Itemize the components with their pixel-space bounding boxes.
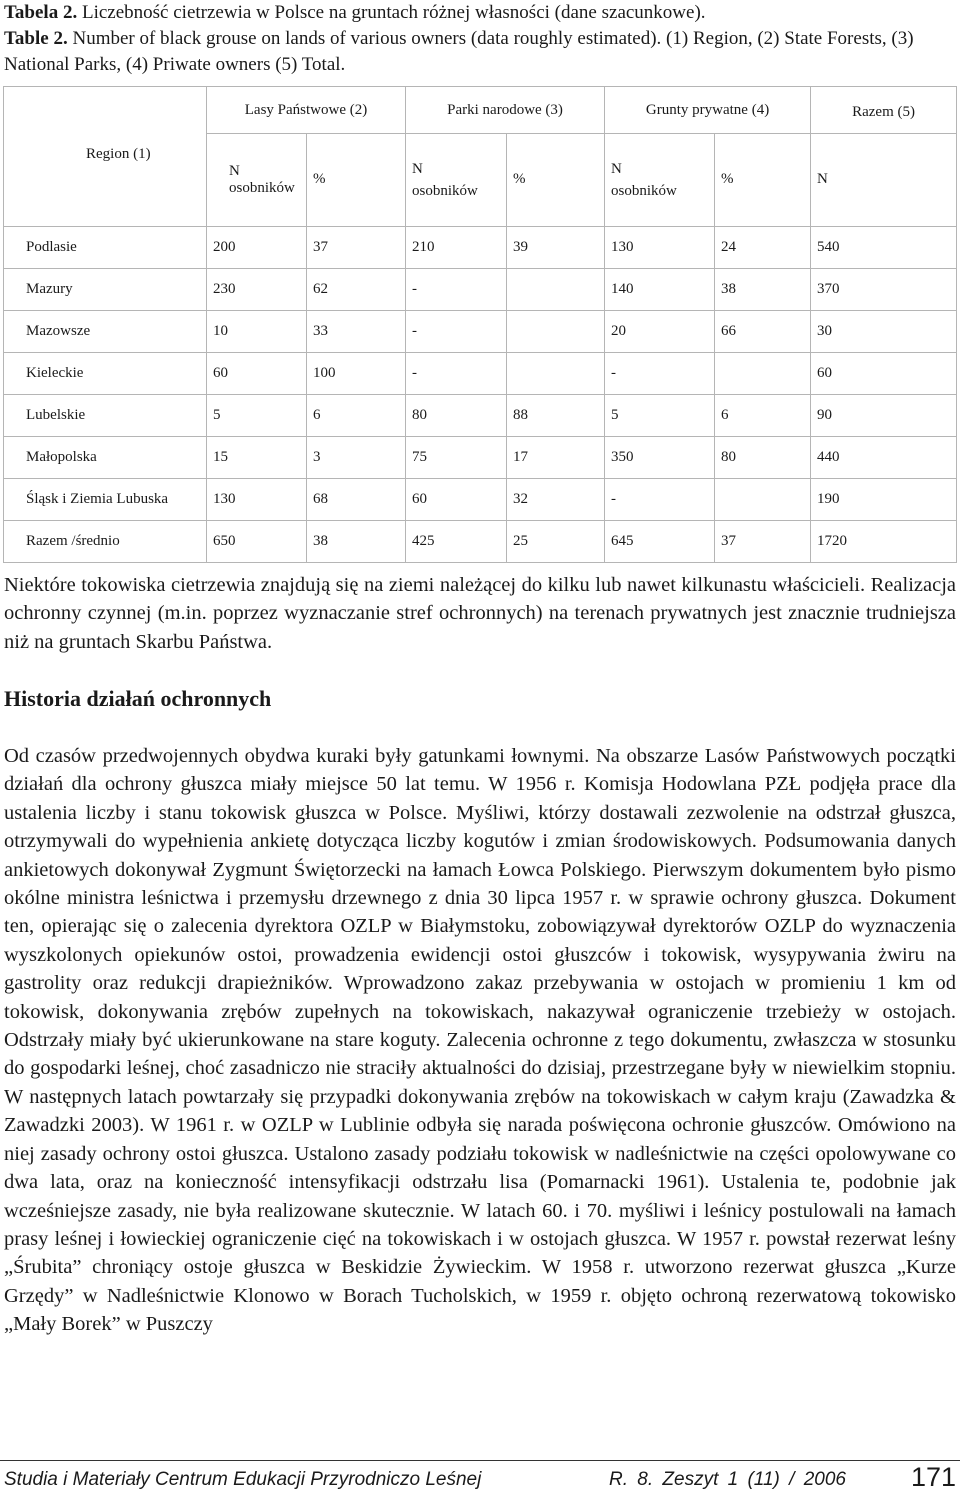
table-row xyxy=(4,268,957,310)
caption-en-text: Number of black grouse on lands of various owners (data roughly estimated). (1) Region, (2) State Forests, (3) National Parks, (4) Priwate owners (5) Total. xyxy=(4,28,914,75)
cell-lp-pct: 37 xyxy=(307,226,406,268)
caption-en-label: Table 2. xyxy=(4,28,68,49)
cell-pn-pct xyxy=(507,268,605,310)
cell-lp-n: 15 xyxy=(207,436,307,478)
cell-lp-n: 200 xyxy=(207,226,307,268)
table-row xyxy=(4,352,957,394)
cell-pn-pct: 17 xyxy=(507,436,605,478)
cell-pn-n: 60 xyxy=(406,478,507,520)
cell-gp-n: 350 xyxy=(605,436,715,478)
cell-region: Mazowsze xyxy=(4,310,207,352)
cell-pn-n: 210 xyxy=(406,226,507,268)
table-row xyxy=(4,394,957,436)
grouse-table xyxy=(3,86,957,563)
header-parki-narodowe: Parki narodowe (3) xyxy=(406,87,605,134)
table-row xyxy=(4,436,957,478)
cell-gp-n: - xyxy=(605,478,715,520)
footer-page-number: 171 xyxy=(910,1462,956,1492)
cell-lp-n: 5 xyxy=(207,394,307,436)
table-row xyxy=(4,226,957,268)
header-grunty-prywatne: Grunty prywatne (4) xyxy=(605,87,811,134)
caption-pl-text: Liczebność cietrzewia w Polsce na gruntach różnej własności (dane szacunkowe). xyxy=(81,2,706,23)
table-row xyxy=(4,310,957,352)
header-empty xyxy=(4,87,207,134)
cell-pn-n: - xyxy=(406,310,507,352)
cell-pn-pct xyxy=(507,352,605,394)
cell-total: 540 xyxy=(811,226,957,268)
header-gp-n-bottom: osobników xyxy=(611,182,677,199)
cell-gp-pct: 66 xyxy=(715,310,811,352)
header-gp-pct: % xyxy=(715,134,811,227)
footer-volume: R. 8. Zeszyt 1 (11) / 2006 xyxy=(609,1469,846,1490)
cell-region: Kieleckie xyxy=(4,352,207,394)
cell-gp-pct: 80 xyxy=(715,436,811,478)
cell-region: Małopolska xyxy=(4,436,207,478)
header-gp-n xyxy=(605,134,715,227)
cell-lp-n: 130 xyxy=(207,478,307,520)
table-sub-header-row xyxy=(4,134,957,227)
cell-pn-n: - xyxy=(406,268,507,310)
header-lp-pct: % xyxy=(307,134,406,227)
footer-rule xyxy=(0,1460,960,1461)
paragraph-history: Od czasów przedwojennych obydwa kuraki były gatunkami łownymi. Na obszarze Lasów Państwowych początki działań dla ochrony głuszca miały miejsce 50 lat temu. W 1956 r. Komisja Hodowlana PZŁ podjęła prace dla ustalenia liczby i stanu tokowisk głuszca w Polsce. Myśliwi, którzy dostawali zezwolenie na odstrzał głuszca, otrzymywali do wypełnienia ankietę dotycząca liczby kogutów i zmian środowiskowych. Podsumowania danych ankietowych dokonywał Zygmunt Świętorzecki na łamach Łowca Polskiego. Pierwszym dokumentem było pismo okólne ministra leśnictwa i przemysłu drzewnego z dnia 30 lipca 1957 r. w sprawie ochrony głuszca. Dokument ten, opierając się o zalecenia dyrektora OZLP w Białymstoku, zobowiązywał dyrektorów OZLP do wyznaczenia wyszkolonych opiekunów ostoi, prowadzenia ewidencji ostoi głuszców i tokowisk, wysypywania żwiru na gastrolity oraz redukcji drapieżników. Wprowadzono zakaz przebywania w ostojach w promieniu 1 km od tokowisk, dokonywania zrębów zupełnych na tokowiskach, nakazywał ograniczenie trzebieży w ostojach. Odstrzały miały być ukierunkowane na stare koguty. Zalecenia ochronne z tego dokumentu, zwłaszcza w stosunku do gospodarki leśnej, choć zasadniczo nie straciły aktualności do dzisiaj, przestrzegane były w niewielkim stopniu. W następnych latach powtarzały się przypadki dokonywania zrębów na tokowiskach w całym kraju (Zawadzka & Zawadzki 2003). W 1961 r. w OZLP w Lublinie odbyła się narada poświęcona ochronie głuszców. Omówiono na niej zasady ochrony ostoi głuszca. Ustalono zasady podziału tokowisk w nadleśnictwie na części opolowywane co dwa lata, oraz na konieczność intensyfikacji odstrzału lisa (Pomarnacki 1961). Ustalenia te, podobnie jak wcześniejsze zasady, nie była realizowane skutecznie. W latach 60. i 70. myśliwi i leśnicy postulowali na łamach prasy leśnej i łowieckiej ograniczenie cięć na tokowiskach i w ostojach głuszca. W 1957 r. powstał rezerwat leśny „Śrubita” chroniący ostoje głuszca w Beskidzie Żywieckim. W 1958 r. utworzono rezerwat głuszca „Kurze Grzędy” w Nadleśnictwie Klonowo w Borach Tucholskich, w 1959 r. objęto ochroną rezerwatową tokowisko „Mały Borek” w Puszczy xyxy=(4,745,956,1336)
cell-lp-pct: 6 xyxy=(307,394,406,436)
cell-gp-pct xyxy=(715,478,811,520)
header-pn-n-top: N xyxy=(412,160,423,177)
cell-lp-n: 60 xyxy=(207,352,307,394)
cell-gp-pct xyxy=(715,352,811,394)
table-caption xyxy=(4,0,956,78)
header-pn-pct: % xyxy=(507,134,605,227)
cell-gp-n: 20 xyxy=(605,310,715,352)
cell-gp-pct: 6 xyxy=(715,394,811,436)
cell-lp-pct: 68 xyxy=(307,478,406,520)
cell-lp-pct: 33 xyxy=(307,310,406,352)
cell-pn-n: - xyxy=(406,352,507,394)
cell-gp-pct: 24 xyxy=(715,226,811,268)
cell-total: 60 xyxy=(811,352,957,394)
header-gp-n-top: N xyxy=(611,160,622,177)
cell-gp-n: 140 xyxy=(605,268,715,310)
cell-total: 1720 xyxy=(811,520,957,562)
header-pn-n xyxy=(406,134,507,227)
cell-total: 30 xyxy=(811,310,957,352)
cell-pn-pct: 88 xyxy=(507,394,605,436)
cell-gp-n: - xyxy=(605,352,715,394)
header-pn-n-bottom: osobników xyxy=(412,182,478,199)
cell-pn-pct: 32 xyxy=(507,478,605,520)
table-body xyxy=(4,226,957,562)
header-lp-n: N osobników xyxy=(207,134,307,227)
cell-pn-pct xyxy=(507,310,605,352)
cell-pn-n: 425 xyxy=(406,520,507,562)
header-region: Region (1) xyxy=(4,134,207,227)
cell-region: Śląsk i Ziemia Lubuska xyxy=(4,478,207,520)
table-group-header-row xyxy=(4,87,957,134)
cell-pn-n: 80 xyxy=(406,394,507,436)
cell-lp-n: 230 xyxy=(207,268,307,310)
cell-region: Podlasie xyxy=(4,226,207,268)
section-heading: Historia działań ochronnych xyxy=(4,686,272,711)
table-row xyxy=(4,478,957,520)
header-lasy-panstwowe: Lasy Państwowe (2) xyxy=(207,87,406,134)
cell-gp-n: 5 xyxy=(605,394,715,436)
caption-pl-label: Tabela 2. xyxy=(4,2,78,23)
cell-region: Razem /średnio xyxy=(4,520,207,562)
paragraph-ownership: Niektóre tokowiska cietrzewia znajdują się na ziemi należącej do kilku lub nawet kilkunastu właścicieli. Realizacja ochronny czynnej (m.in. poprzez wyznaczanie stref ochronnych) na terenach prywatnych jest znacznie trudniejsza niż na gruntach Skarbu Państwa. xyxy=(4,574,956,653)
cell-total: 90 xyxy=(811,394,957,436)
cell-lp-pct: 100 xyxy=(307,352,406,394)
cell-region: Lubelskie xyxy=(4,394,207,436)
cell-total: 190 xyxy=(811,478,957,520)
cell-lp-pct: 3 xyxy=(307,436,406,478)
cell-pn-pct: 39 xyxy=(507,226,605,268)
cell-gp-pct: 38 xyxy=(715,268,811,310)
header-razem: Razem (5) xyxy=(811,87,957,134)
cell-total: 370 xyxy=(811,268,957,310)
cell-region: Mazury xyxy=(4,268,207,310)
cell-gp-n: 130 xyxy=(605,226,715,268)
cell-pn-pct: 25 xyxy=(507,520,605,562)
cell-gp-pct: 37 xyxy=(715,520,811,562)
cell-lp-pct: 38 xyxy=(307,520,406,562)
table-row xyxy=(4,520,957,562)
cell-pn-n: 75 xyxy=(406,436,507,478)
header-total-n: N xyxy=(811,134,957,227)
cell-lp-n: 650 xyxy=(207,520,307,562)
cell-total: 440 xyxy=(811,436,957,478)
cell-gp-n: 645 xyxy=(605,520,715,562)
footer-journal: Studia i Materiały Centrum Edukacji Przyrodniczo Leśnej xyxy=(4,1469,482,1490)
cell-lp-pct: 62 xyxy=(307,268,406,310)
cell-lp-n: 10 xyxy=(207,310,307,352)
